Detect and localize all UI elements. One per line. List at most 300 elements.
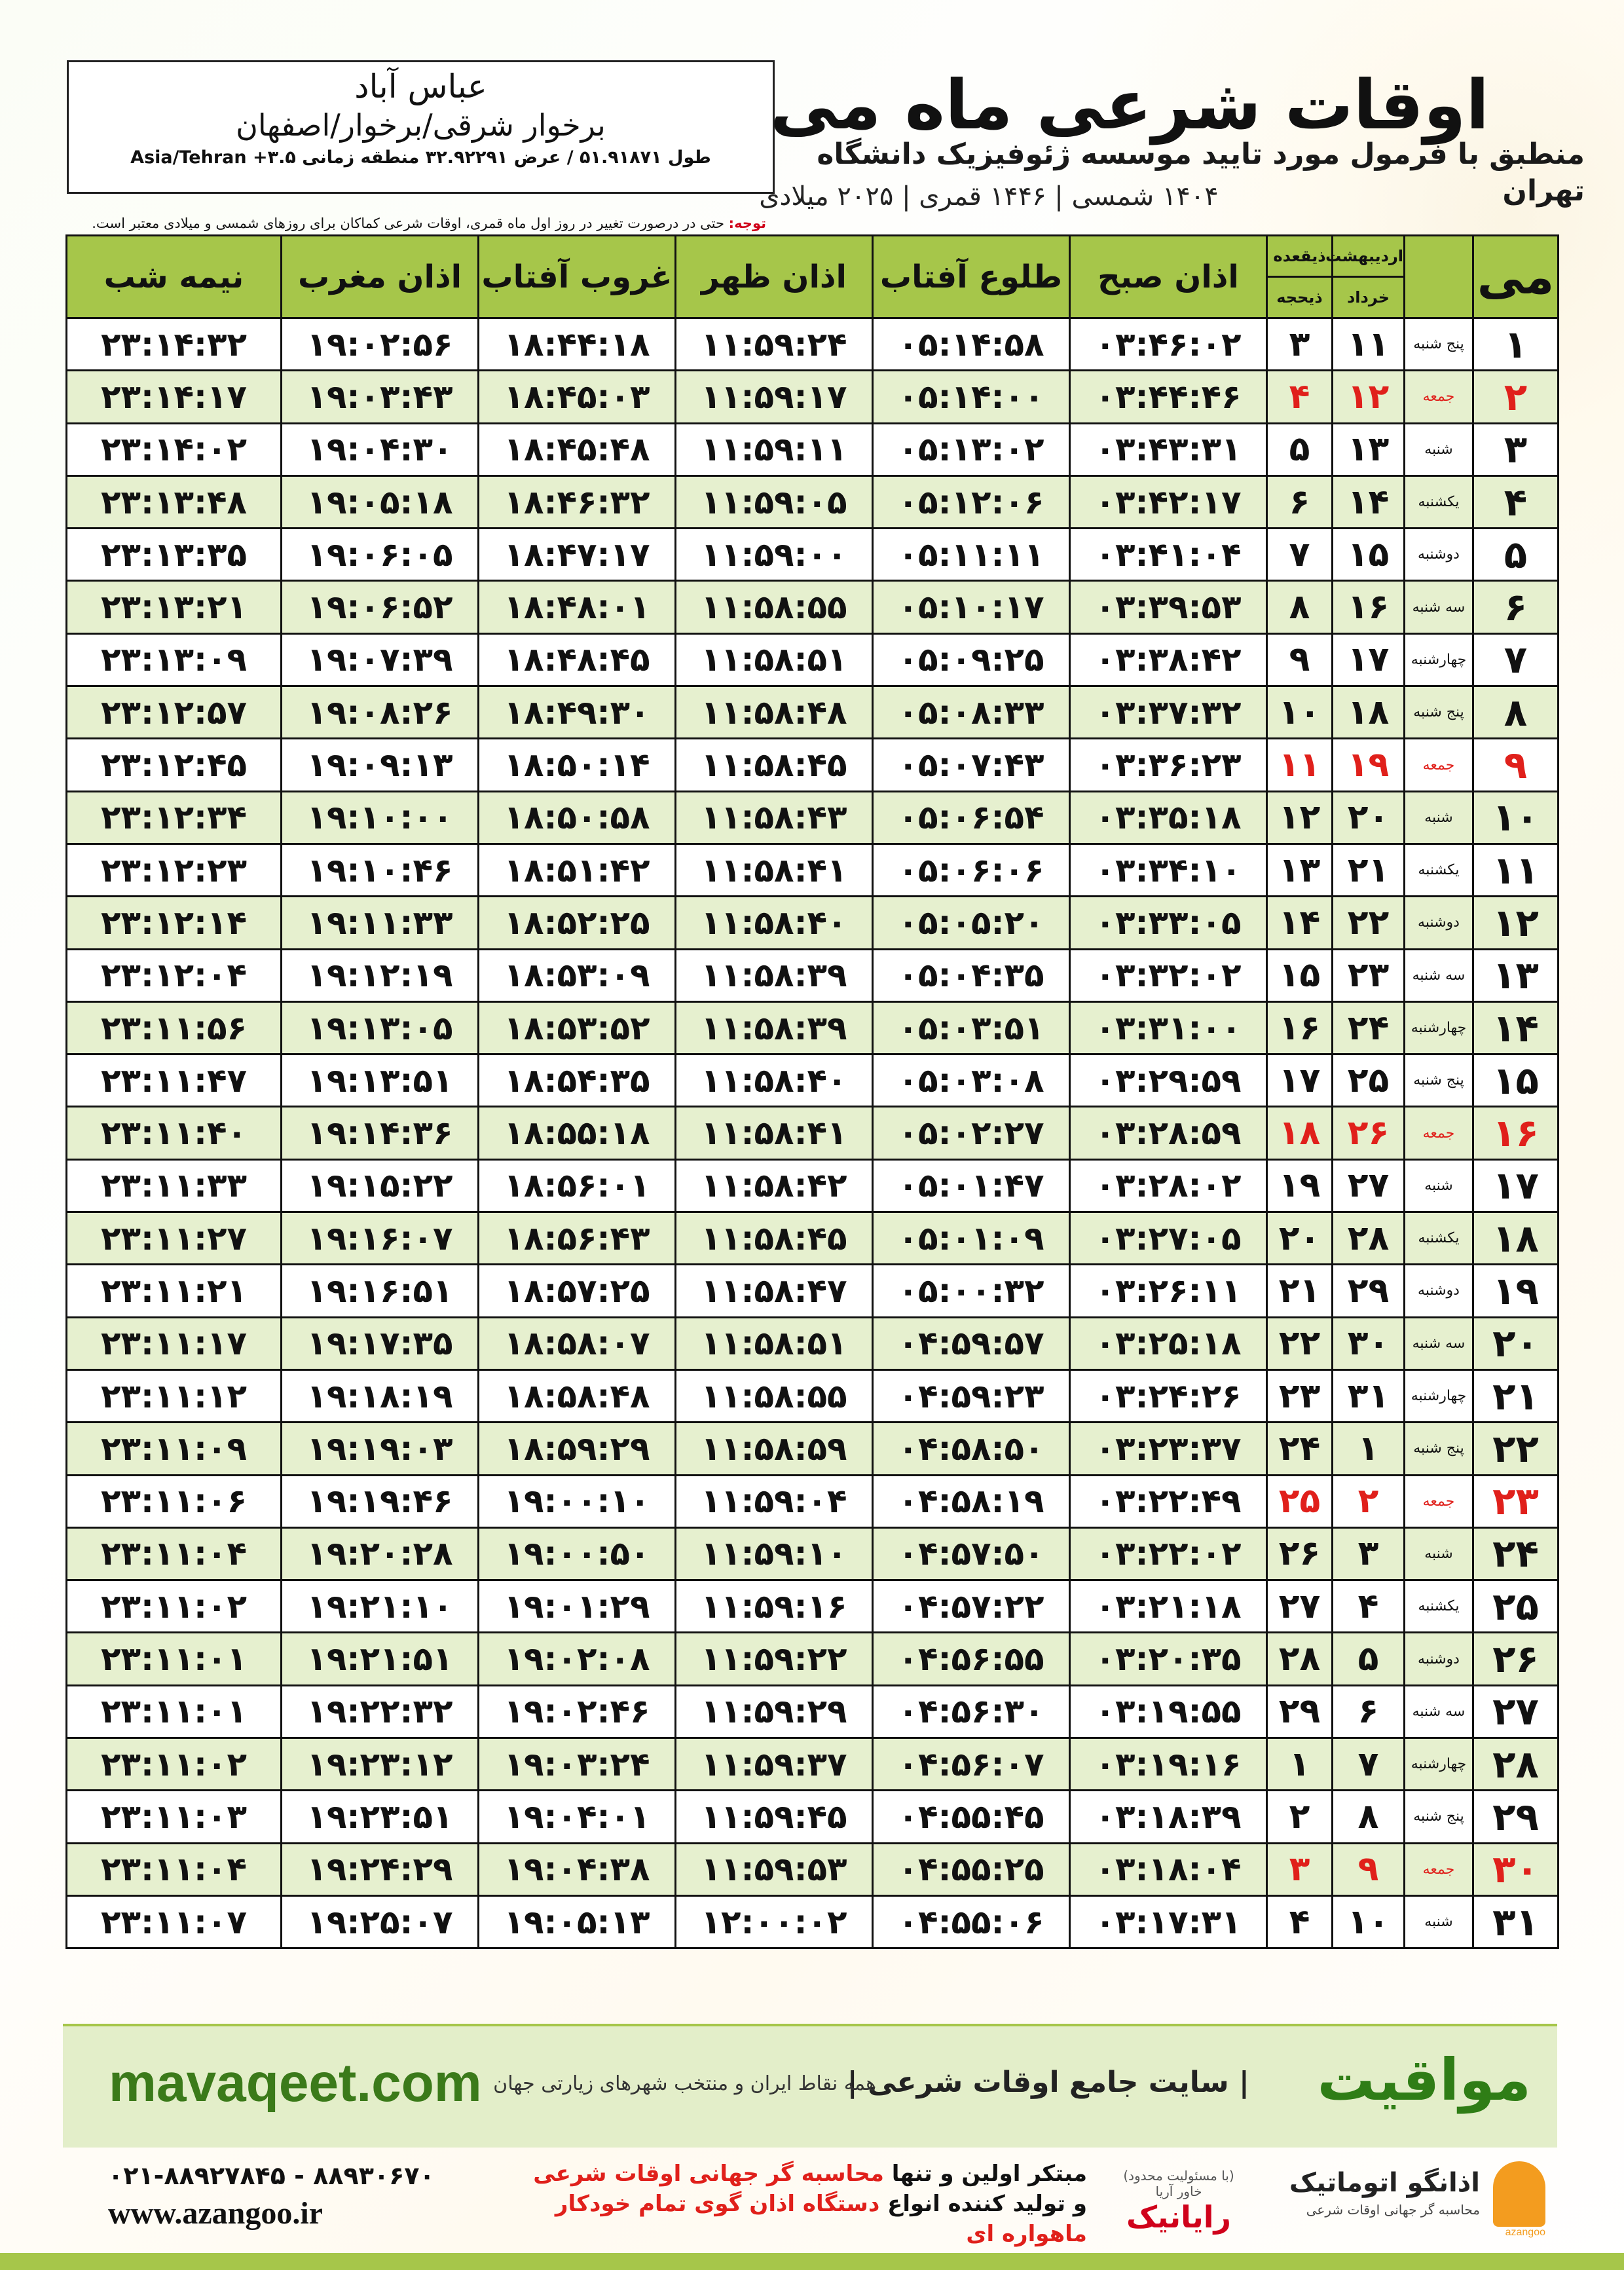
cell-midnight: ۲۳:۱۳:۴۸ xyxy=(67,475,282,528)
cell-midnight: ۲۳:۱۱:۰۷ xyxy=(67,1895,282,1948)
cell-dhuhr: ۱۱:۵۸:۴۱ xyxy=(676,1107,873,1159)
cell-hj: ۲۸ xyxy=(1267,1633,1333,1685)
cell-wd: دوشنبه xyxy=(1405,1633,1473,1685)
cell-sunset: ۱۸:۴۴:۱۸ xyxy=(479,318,676,371)
cell-fajr: ۰۳:۲۵:۱۸ xyxy=(1070,1317,1267,1369)
cell-day: ۵ xyxy=(1473,529,1559,581)
cell-sunset: ۱۹:۰۵:۱۳ xyxy=(479,1895,676,1948)
cell-day: ۱۵ xyxy=(1473,1054,1559,1107)
cell-wd: سه شنبه xyxy=(1405,1685,1473,1738)
cell-fajr: ۰۳:۲۴:۲۶ xyxy=(1070,1369,1267,1422)
cell-sunset: ۱۹:۰۳:۲۴ xyxy=(479,1738,676,1791)
cell-maghrib: ۱۹:۲۳:۵۱ xyxy=(282,1791,479,1843)
cell-sunset: ۱۸:۴۸:۰۱ xyxy=(479,581,676,633)
cell-midnight: ۲۳:۱۱:۱۷ xyxy=(67,1317,282,1369)
cell-hj: ۱۷ xyxy=(1267,1054,1333,1107)
table-row xyxy=(67,1001,1559,1054)
cell-hj: ۱۲ xyxy=(1267,791,1333,844)
promo-1b: محاسبه گر جهانی اوقات شرعی xyxy=(533,2161,884,2187)
cell-sunrise: ۰۵:۰۶:۰۶ xyxy=(873,844,1070,896)
table-row xyxy=(67,633,1559,686)
table-row xyxy=(67,897,1559,949)
cell-hj: ۲۴ xyxy=(1267,1423,1333,1475)
cell-sunset: ۱۸:۴۵:۰۳ xyxy=(479,371,676,423)
cell-midnight: ۲۳:۱۱:۰۴ xyxy=(67,1843,282,1895)
cell-sunrise: ۰۵:۰۶:۵۴ xyxy=(873,791,1070,844)
cell-maghrib: ۱۹:۲۴:۲۹ xyxy=(282,1843,479,1895)
cell-sunrise: ۰۵:۰۱:۰۹ xyxy=(873,1212,1070,1265)
brand-logo-mavaqeet: مواقیت xyxy=(1317,2046,1531,2113)
cell-midnight: ۲۳:۱۱:۰۱ xyxy=(67,1633,282,1685)
cell-sunset: ۱۸:۵۹:۲۹ xyxy=(479,1423,676,1475)
cell-day: ۱۷ xyxy=(1473,1159,1559,1212)
cell-sunset: ۱۹:۰۰:۱۰ xyxy=(479,1475,676,1527)
cell-sh: ۲۴ xyxy=(1333,1001,1405,1054)
cell-day: ۲۷ xyxy=(1473,1685,1559,1738)
cell-hj: ۸ xyxy=(1267,581,1333,633)
cell-dhuhr: ۱۱:۵۹:۰۵ xyxy=(676,475,873,528)
cell-sunset: ۱۸:۴۷:۱۷ xyxy=(479,529,676,581)
cell-sunrise: ۰۴:۵۶:۳۰ xyxy=(873,1685,1070,1738)
table-row xyxy=(67,844,1559,896)
cell-dhuhr: ۱۱:۵۸:۴۳ xyxy=(676,791,873,844)
cell-sh: ۲۷ xyxy=(1333,1159,1405,1212)
cell-fajr: ۰۳:۲۲:۴۹ xyxy=(1070,1475,1267,1527)
brand-subtagline: همه نقاط ایران و منتخب شهرهای زیارتی جهان xyxy=(493,2072,876,2095)
cell-hj: ۱۰ xyxy=(1267,686,1333,739)
cell-sh: ۱۶ xyxy=(1333,581,1405,633)
cell-dhuhr: ۱۱:۵۹:۱۶ xyxy=(676,1580,873,1633)
cell-sunset: ۱۸:۵۶:۴۳ xyxy=(479,1212,676,1265)
cell-fajr: ۰۳:۳۱:۰۰ xyxy=(1070,1001,1267,1054)
cell-sunset: ۱۸:۵۴:۳۵ xyxy=(479,1054,676,1107)
cell-dhuhr: ۱۱:۵۹:۲۲ xyxy=(676,1633,873,1685)
cell-sh: ۲۲ xyxy=(1333,897,1405,949)
cell-hj: ۲۶ xyxy=(1267,1527,1333,1580)
footer-banner xyxy=(63,2024,1557,2148)
azangoo-logo-icon xyxy=(1493,2161,1545,2227)
cell-fajr: ۰۳:۳۵:۱۸ xyxy=(1070,791,1267,844)
cell-sunset: ۱۸:۵۱:۴۲ xyxy=(479,844,676,896)
cell-fajr: ۰۳:۳۲:۰۲ xyxy=(1070,949,1267,1001)
cell-hj: ۵ xyxy=(1267,423,1333,475)
cell-day: ۳۱ xyxy=(1473,1895,1559,1948)
table-row xyxy=(67,371,1559,423)
header-hijri-top: ذیقعده xyxy=(1267,236,1333,277)
cell-midnight: ۲۳:۱۱:۳۳ xyxy=(67,1159,282,1212)
cell-sunrise: ۰۴:۵۹:۲۳ xyxy=(873,1369,1070,1422)
cell-hj: ۲۵ xyxy=(1267,1475,1333,1527)
cell-sunset: ۱۹:۰۲:۰۸ xyxy=(479,1633,676,1685)
cell-sh: ۵ xyxy=(1333,1633,1405,1685)
table-row xyxy=(67,1159,1559,1212)
note-text: حتی در درصورت تغییر در روز اول ماه قمری، اوقات شرعی کماکان برای روزهای شمسی و میلادی معتبر است. xyxy=(92,215,724,231)
cell-sunset: ۱۸:۴۶:۳۲ xyxy=(479,475,676,528)
cell-maghrib: ۱۹:۲۲:۳۲ xyxy=(282,1685,479,1738)
cell-dhuhr: ۱۱:۵۸:۵۵ xyxy=(676,581,873,633)
cell-sh: ۱۴ xyxy=(1333,475,1405,528)
cell-day: ۲۲ xyxy=(1473,1423,1559,1475)
cell-midnight: ۲۳:۱۱:۴۷ xyxy=(67,1054,282,1107)
cell-sunrise: ۰۴:۵۷:۲۲ xyxy=(873,1580,1070,1633)
cell-sunrise: ۰۴:۵۵:۲۵ xyxy=(873,1843,1070,1895)
cell-fajr: ۰۳:۲۸:۰۲ xyxy=(1070,1159,1267,1212)
cell-midnight: ۲۳:۱۲:۲۳ xyxy=(67,844,282,896)
cell-sunrise: ۰۵:۰۰:۳۲ xyxy=(873,1265,1070,1317)
cell-wd: دوشنبه xyxy=(1405,1265,1473,1317)
header-sunset: غروب آفتاب xyxy=(479,236,676,318)
table-row xyxy=(67,1527,1559,1580)
cell-fajr: ۰۳:۳۴:۱۰ xyxy=(1070,844,1267,896)
cell-sunrise: ۰۴:۵۵:۰۶ xyxy=(873,1895,1070,1948)
table-row xyxy=(67,1580,1559,1633)
bottom-bar xyxy=(0,2253,1624,2270)
cell-maghrib: ۱۹:۱۴:۳۶ xyxy=(282,1107,479,1159)
cell-midnight: ۲۳:۱۴:۰۲ xyxy=(67,423,282,475)
cell-hj: ۴ xyxy=(1267,371,1333,423)
cell-sunrise: ۰۵:۰۹:۲۵ xyxy=(873,633,1070,686)
cell-dhuhr: ۱۱:۵۸:۴۸ xyxy=(676,686,873,739)
cell-dhuhr: ۱۱:۵۸:۵۵ xyxy=(676,1369,873,1422)
cell-dhuhr: ۱۱:۵۸:۴۵ xyxy=(676,739,873,791)
cell-sunset: ۱۸:۴۹:۳۰ xyxy=(479,686,676,739)
table-row xyxy=(67,1843,1559,1895)
cell-sunset: ۱۹:۰۲:۴۶ xyxy=(479,1685,676,1738)
cell-midnight: ۲۳:۱۳:۳۵ xyxy=(67,529,282,581)
cell-sunset: ۱۸:۵۸:۴۸ xyxy=(479,1369,676,1422)
table-row xyxy=(67,1633,1559,1685)
cell-fajr: ۰۳:۳۸:۴۲ xyxy=(1070,633,1267,686)
cell-sunrise: ۰۴:۵۸:۵۰ xyxy=(873,1423,1070,1475)
cell-sunset: ۱۸:۵۶:۰۱ xyxy=(479,1159,676,1212)
cell-day: ۲۶ xyxy=(1473,1633,1559,1685)
table-row xyxy=(67,1369,1559,1422)
header-weekday xyxy=(1405,236,1473,318)
header-maghrib: اذان مغرب xyxy=(282,236,479,318)
cell-day: ۱۳ xyxy=(1473,949,1559,1001)
cell-dhuhr: ۱۱:۵۹:۳۷ xyxy=(676,1738,873,1791)
cell-sh: ۲۳ xyxy=(1333,949,1405,1001)
cell-hj: ۲۰ xyxy=(1267,1212,1333,1265)
cell-fajr: ۰۳:۴۲:۱۷ xyxy=(1070,475,1267,528)
azangoo-logo-name: اذانگو اتوماتیک xyxy=(1289,2168,1480,2198)
cell-sh: ۴ xyxy=(1333,1580,1405,1633)
cell-day: ۱۶ xyxy=(1473,1107,1559,1159)
cell-maghrib: ۱۹:۲۳:۱۲ xyxy=(282,1738,479,1791)
cell-day: ۸ xyxy=(1473,686,1559,739)
cell-maghrib: ۱۹:۲۱:۵۱ xyxy=(282,1633,479,1685)
cell-midnight: ۲۳:۱۱:۰۲ xyxy=(67,1738,282,1791)
cell-fajr: ۰۳:۳۶:۲۳ xyxy=(1070,739,1267,791)
cell-dhuhr: ۱۱:۵۸:۳۹ xyxy=(676,949,873,1001)
cell-fajr: ۰۳:۲۳:۳۷ xyxy=(1070,1423,1267,1475)
cell-dhuhr: ۱۱:۵۹:۲۴ xyxy=(676,318,873,371)
cell-sh: ۱۱ xyxy=(1333,318,1405,371)
promo-2b: دستگاه اذان گوی تمام خودکار ماهواره ای xyxy=(555,2191,1087,2247)
cell-day: ۱۲ xyxy=(1473,897,1559,949)
cell-wd: پنج شنبه xyxy=(1405,686,1473,739)
cell-dhuhr: ۱۱:۵۸:۳۹ xyxy=(676,1001,873,1054)
cell-fajr: ۰۳:۳۳:۰۵ xyxy=(1070,897,1267,949)
cell-day: ۱۴ xyxy=(1473,1001,1559,1054)
cell-midnight: ۲۳:۱۲:۱۴ xyxy=(67,897,282,949)
cell-sh: ۱۳ xyxy=(1333,423,1405,475)
cell-hj: ۱ xyxy=(1267,1738,1333,1791)
cell-maghrib: ۱۹:۱۹:۴۶ xyxy=(282,1475,479,1527)
table-row xyxy=(67,791,1559,844)
cell-sh: ۱۵ xyxy=(1333,529,1405,581)
cell-wd: شنبه xyxy=(1405,1159,1473,1212)
cell-wd: سه شنبه xyxy=(1405,1317,1473,1369)
table-row xyxy=(67,1895,1559,1948)
cell-maghrib: ۱۹:۰۲:۵۶ xyxy=(282,318,479,371)
promo-2a: و تولید کننده انواع xyxy=(887,2191,1087,2217)
cell-midnight: ۲۳:۱۱:۲۱ xyxy=(67,1265,282,1317)
cell-sh: ۲۵ xyxy=(1333,1054,1405,1107)
cell-hj: ۳ xyxy=(1267,318,1333,371)
cell-sunset: ۱۹:۰۰:۵۰ xyxy=(479,1527,676,1580)
table-row xyxy=(67,475,1559,528)
cell-maghrib: ۱۹:۲۰:۲۸ xyxy=(282,1527,479,1580)
cell-sunset: ۱۸:۵۰:۱۴ xyxy=(479,739,676,791)
cell-hj: ۲۱ xyxy=(1267,1265,1333,1317)
cell-hj: ۷ xyxy=(1267,529,1333,581)
cell-day: ۲۰ xyxy=(1473,1317,1559,1369)
cell-sunset: ۱۸:۵۵:۱۸ xyxy=(479,1107,676,1159)
cell-wd: شنبه xyxy=(1405,791,1473,844)
cell-day: ۶ xyxy=(1473,581,1559,633)
cell-day: ۳۰ xyxy=(1473,1843,1559,1895)
cell-hj: ۱۸ xyxy=(1267,1107,1333,1159)
cell-sh: ۱۸ xyxy=(1333,686,1405,739)
contact-website[interactable]: www.azangoo.ir xyxy=(108,2196,323,2231)
cell-day: ۱۹ xyxy=(1473,1265,1559,1317)
cell-dhuhr: ۱۱:۵۸:۵۱ xyxy=(676,1317,873,1369)
cell-sunrise: ۰۵:۰۳:۰۸ xyxy=(873,1054,1070,1107)
cell-fajr: ۰۳:۲۱:۱۸ xyxy=(1070,1580,1267,1633)
cell-wd: شنبه xyxy=(1405,423,1473,475)
cell-sunset: ۱۸:۵۳:۰۹ xyxy=(479,949,676,1001)
table-row xyxy=(67,581,1559,633)
cell-fajr: ۰۳:۴۱:۰۴ xyxy=(1070,529,1267,581)
cell-sunrise: ۰۵:۱۲:۰۶ xyxy=(873,475,1070,528)
rayanik-logo-sub: (با مسئولیت محدود) خاور آریا xyxy=(1123,2168,1234,2199)
cell-maghrib: ۱۹:۱۳:۵۱ xyxy=(282,1054,479,1107)
cell-midnight: ۲۳:۱۱:۲۷ xyxy=(67,1212,282,1265)
cell-day: ۲۴ xyxy=(1473,1527,1559,1580)
table-row xyxy=(67,1054,1559,1107)
cell-wd: جمعه xyxy=(1405,371,1473,423)
cell-fajr: ۰۳:۱۸:۰۴ xyxy=(1070,1843,1267,1895)
azangoo-logo-en: azangoo xyxy=(1505,2227,1545,2238)
cell-dhuhr: ۱۱:۵۸:۴۵ xyxy=(676,1212,873,1265)
table-row xyxy=(67,1107,1559,1159)
cell-dhuhr: ۱۱:۵۹:۰۴ xyxy=(676,1475,873,1527)
cell-wd: جمعه xyxy=(1405,739,1473,791)
table-row xyxy=(67,1738,1559,1791)
cell-maghrib: ۱۹:۲۱:۱۰ xyxy=(282,1580,479,1633)
cell-maghrib: ۱۹:۰۴:۳۰ xyxy=(282,423,479,475)
cell-fajr: ۰۳:۲۹:۵۹ xyxy=(1070,1054,1267,1107)
cell-hj: ۱۳ xyxy=(1267,844,1333,896)
cell-day: ۱۱ xyxy=(1473,844,1559,896)
header-midnight: نیمه شب xyxy=(67,236,282,318)
cell-dhuhr: ۱۱:۵۸:۵۹ xyxy=(676,1423,873,1475)
cell-hj: ۶ xyxy=(1267,475,1333,528)
promo-1a: مبتکر اولین و تنها xyxy=(891,2161,1087,2187)
page-subtitle: منطبق با فرمول مورد تایید موسسه ژئوفیزیک دانشگاه تهران xyxy=(817,138,1585,208)
cell-hj: ۱۹ xyxy=(1267,1159,1333,1212)
cell-sunset: ۱۸:۵۳:۵۲ xyxy=(479,1001,676,1054)
cell-midnight: ۲۳:۱۱:۰۳ xyxy=(67,1791,282,1843)
header-month: می xyxy=(1473,236,1559,318)
cell-sunset: ۱۸:۴۸:۴۵ xyxy=(479,633,676,686)
cell-midnight: ۲۳:۱۱:۰۴ xyxy=(67,1527,282,1580)
cell-sunset: ۱۸:۴۵:۴۸ xyxy=(479,423,676,475)
cell-wd: جمعه xyxy=(1405,1843,1473,1895)
cell-hj: ۱۵ xyxy=(1267,949,1333,1001)
cell-sunrise: ۰۴:۵۶:۰۷ xyxy=(873,1738,1070,1791)
promo-line-1 xyxy=(498,2159,1087,2189)
cell-midnight: ۲۳:۱۱:۴۰ xyxy=(67,1107,282,1159)
cell-wd: چهارشنبه xyxy=(1405,1738,1473,1791)
cell-wd: شنبه xyxy=(1405,1895,1473,1948)
cell-hj: ۱۱ xyxy=(1267,739,1333,791)
header-sunrise: طلوع آفتاب xyxy=(873,236,1070,318)
table-row xyxy=(67,529,1559,581)
cell-maghrib: ۱۹:۱۰:۰۰ xyxy=(282,791,479,844)
cell-sh: ۸ xyxy=(1333,1791,1405,1843)
cell-midnight: ۲۳:۱۱:۱۲ xyxy=(67,1369,282,1422)
cell-sunrise: ۰۵:۰۵:۲۰ xyxy=(873,897,1070,949)
promo-line-2 xyxy=(498,2189,1087,2249)
table-row xyxy=(67,1475,1559,1527)
cell-midnight: ۲۳:۱۱:۰۹ xyxy=(67,1423,282,1475)
cell-midnight: ۲۳:۱۲:۳۴ xyxy=(67,791,282,844)
cell-midnight: ۲۳:۱۲:۰۴ xyxy=(67,949,282,1001)
prayer-times-table xyxy=(65,234,1559,1949)
cell-sunset: ۱۸:۵۸:۰۷ xyxy=(479,1317,676,1369)
cell-sh: ۹ xyxy=(1333,1843,1405,1895)
cell-maghrib: ۱۹:۱۰:۴۶ xyxy=(282,844,479,896)
cell-wd: سه شنبه xyxy=(1405,581,1473,633)
location-box xyxy=(67,60,775,194)
cell-sh: ۱۲ xyxy=(1333,371,1405,423)
cell-day: ۱۰ xyxy=(1473,791,1559,844)
cell-sh: ۱۹ xyxy=(1333,739,1405,791)
cell-wd: پنج شنبه xyxy=(1405,1791,1473,1843)
cell-dhuhr: ۱۲:۰۰:۰۲ xyxy=(676,1895,873,1948)
cell-fajr: ۰۳:۳۷:۳۲ xyxy=(1070,686,1267,739)
location-name: عباس آباد xyxy=(354,67,487,105)
cell-dhuhr: ۱۱:۵۹:۱۱ xyxy=(676,423,873,475)
header-dhuhr: اذان ظهر xyxy=(676,236,873,318)
cell-maghrib: ۱۹:۱۹:۰۳ xyxy=(282,1423,479,1475)
cell-wd: شنبه xyxy=(1405,1527,1473,1580)
cell-maghrib: ۱۹:۰۹:۱۳ xyxy=(282,739,479,791)
cell-day: ۲۳ xyxy=(1473,1475,1559,1527)
cell-maghrib: ۱۹:۱۱:۳۳ xyxy=(282,897,479,949)
cell-midnight: ۲۳:۱۲:۵۷ xyxy=(67,686,282,739)
cell-sunset: ۱۹:۰۴:۳۸ xyxy=(479,1843,676,1895)
cell-maghrib: ۱۹:۱۳:۰۵ xyxy=(282,1001,479,1054)
table-row xyxy=(67,949,1559,1001)
cell-sunrise: ۰۵:۰۱:۴۷ xyxy=(873,1159,1070,1212)
cell-fajr: ۰۳:۱۹:۱۶ xyxy=(1070,1738,1267,1791)
cell-fajr: ۰۳:۴۶:۰۲ xyxy=(1070,318,1267,371)
cell-fajr: ۰۳:۳۹:۵۳ xyxy=(1070,581,1267,633)
cell-wd: دوشنبه xyxy=(1405,529,1473,581)
cell-hj: ۹ xyxy=(1267,633,1333,686)
cell-midnight: ۲۳:۱۴:۱۷ xyxy=(67,371,282,423)
cell-sh: ۳ xyxy=(1333,1527,1405,1580)
cell-sunrise: ۰۵:۰۸:۳۳ xyxy=(873,686,1070,739)
cell-wd: چهارشنبه xyxy=(1405,633,1473,686)
cell-wd: یکشنبه xyxy=(1405,475,1473,528)
cell-maghrib: ۱۹:۰۶:۵۲ xyxy=(282,581,479,633)
cell-maghrib: ۱۹:۰۸:۲۶ xyxy=(282,686,479,739)
cell-midnight: ۲۳:۱۴:۳۲ xyxy=(67,318,282,371)
azangoo-logo-tag: محاسبه گر جهانی اوقات شرعی xyxy=(1306,2202,1480,2218)
cell-sh: ۲۸ xyxy=(1333,1212,1405,1265)
cell-sh: ۲۶ xyxy=(1333,1107,1405,1159)
cell-maghrib: ۱۹:۰۶:۰۵ xyxy=(282,529,479,581)
cell-midnight: ۲۳:۱۱:۰۲ xyxy=(67,1580,282,1633)
cell-sunrise: ۰۵:۱۴:۰۰ xyxy=(873,371,1070,423)
cell-maghrib: ۱۹:۱۸:۱۹ xyxy=(282,1369,479,1422)
cell-fajr: ۰۳:۲۰:۳۵ xyxy=(1070,1633,1267,1685)
cell-dhuhr: ۱۱:۵۸:۵۱ xyxy=(676,633,873,686)
cell-sunrise: ۰۵:۱۳:۰۲ xyxy=(873,423,1070,475)
cell-day: ۲۱ xyxy=(1473,1369,1559,1422)
cell-fajr: ۰۳:۱۷:۳۱ xyxy=(1070,1895,1267,1948)
cell-sh: ۲۰ xyxy=(1333,791,1405,844)
cell-sh: ۲۱ xyxy=(1333,844,1405,896)
cell-dhuhr: ۱۱:۵۸:۴۱ xyxy=(676,844,873,896)
location-coords: طول ۵۱.۹۱۸۷۱ / عرض ۳۲.۹۲۲۹۱ منطقه زمانی ۳.۵+ Asia/Tehran xyxy=(130,147,711,168)
calendar-years: ۱۴۰۴ شمسی | ۱۴۴۶ قمری | ۲۰۲۵ میلادی xyxy=(759,181,1219,212)
cell-dhuhr: ۱۱:۵۹:۵۳ xyxy=(676,1843,873,1895)
cell-wd: جمعه xyxy=(1405,1475,1473,1527)
cell-maghrib: ۱۹:۱۶:۵۱ xyxy=(282,1265,479,1317)
cell-sunrise: ۰۵:۱۱:۱۱ xyxy=(873,529,1070,581)
cell-dhuhr: ۱۱:۵۹:۰۰ xyxy=(676,529,873,581)
cell-sunset: ۱۹:۰۴:۰۱ xyxy=(479,1791,676,1843)
cell-sunset: ۱۸:۵۷:۲۵ xyxy=(479,1265,676,1317)
cell-wd: یکشنبه xyxy=(1405,844,1473,896)
cell-wd: یکشنبه xyxy=(1405,1580,1473,1633)
cell-wd: یکشنبه xyxy=(1405,1212,1473,1265)
cell-sunrise: ۰۵:۰۷:۴۳ xyxy=(873,739,1070,791)
cell-sh: ۶ xyxy=(1333,1685,1405,1738)
cell-maghrib: ۱۹:۱۶:۰۷ xyxy=(282,1212,479,1265)
cell-maghrib: ۱۹:۱۲:۱۹ xyxy=(282,949,479,1001)
cell-midnight: ۲۳:۱۳:۰۹ xyxy=(67,633,282,686)
cell-day: ۲۸ xyxy=(1473,1738,1559,1791)
cell-hj: ۲ xyxy=(1267,1791,1333,1843)
cell-dhuhr: ۱۱:۵۹:۴۵ xyxy=(676,1791,873,1843)
header-fajr: اذان صبح xyxy=(1070,236,1267,318)
table-row xyxy=(67,739,1559,791)
cell-hj: ۲۹ xyxy=(1267,1685,1333,1738)
header-shamsi-bottom: خرداد xyxy=(1333,277,1405,318)
cell-wd: دوشنبه xyxy=(1405,897,1473,949)
cell-maghrib: ۱۹:۰۳:۴۳ xyxy=(282,371,479,423)
table-row xyxy=(67,1265,1559,1317)
cell-fajr: ۰۳:۲۷:۰۵ xyxy=(1070,1212,1267,1265)
site-url[interactable]: mavaqeet.com xyxy=(109,2053,482,2113)
cell-sunrise: ۰۴:۵۷:۵۰ xyxy=(873,1527,1070,1580)
